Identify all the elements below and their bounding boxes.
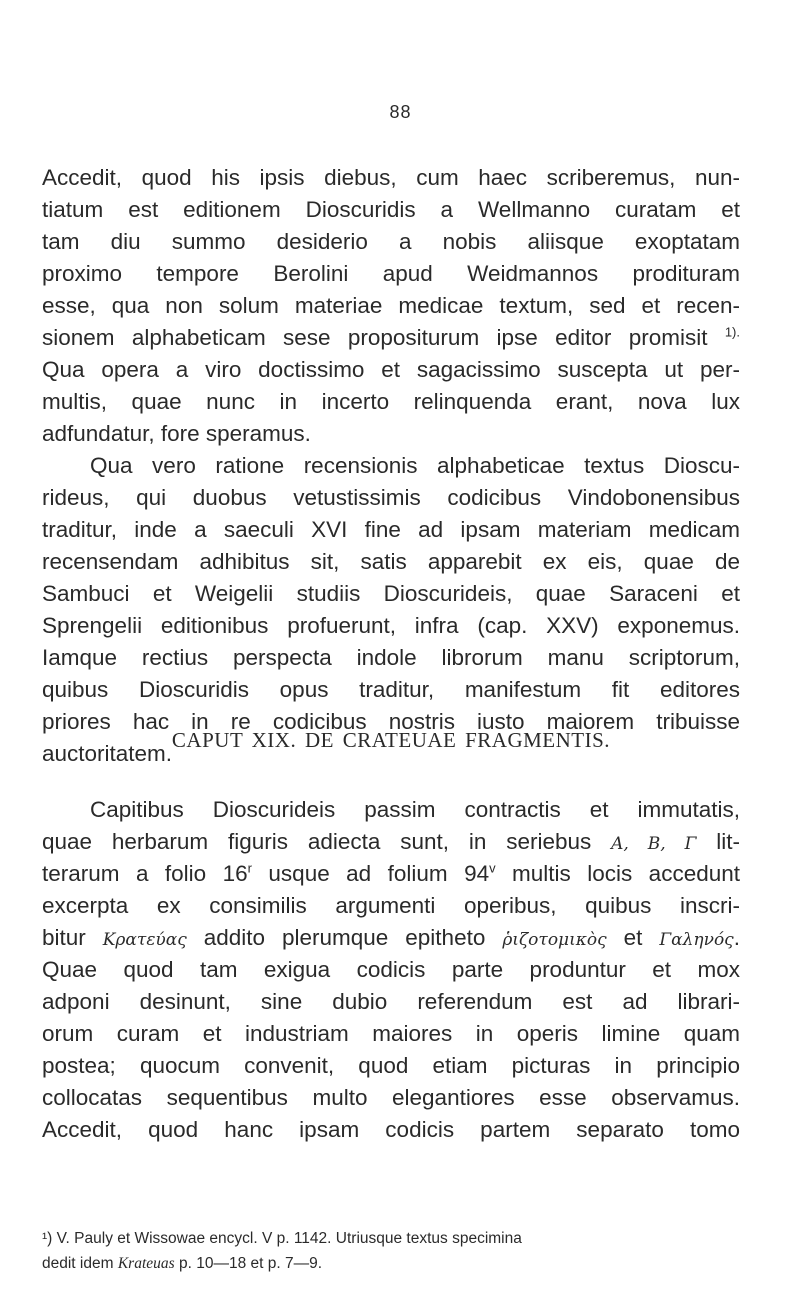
text-line: Sprengelii editionibus profuerunt, infra (cap. XXV) exponemus.: [42, 613, 740, 638]
footnote: [42, 1226, 740, 1276]
text-segment: quae herbarum figuris adiecta sunt, in seriebus: [42, 829, 612, 854]
text-segment: multis locis accedunt: [495, 861, 740, 886]
text-line: [42, 858, 740, 890]
footnote-marker: ¹): [42, 1230, 53, 1247]
text-line: tam diu summo desiderio a nobis aliisque exoptatam: [42, 229, 740, 254]
page-number: 88: [389, 102, 412, 122]
text-line: esse, qua non solum materiae medicae textum, sed et recen-: [42, 293, 740, 318]
text-line: adponi desinunt, sine dubio referendum est ad librari-: [42, 989, 740, 1014]
footnote-text: dedit idem: [42, 1255, 118, 1272]
greek-term: ῥιζοτομικὸς: [502, 930, 607, 950]
text-line: quibus Dioscuridis opus traditur, manifestum fit editores: [42, 677, 740, 702]
verso-superscript: v: [489, 860, 496, 876]
text-line: Accedit, quod hanc ipsam codicis partem separato tomo: [42, 1117, 740, 1142]
text-segment: lit-: [696, 829, 740, 854]
text-line: priores hac in re codicibus nostris iusto maiorem tribuisse: [42, 709, 740, 734]
text-line: tiatum est editionem Dioscuridis a Wellmanno curatam et: [42, 197, 740, 222]
footnote-italic: Krateuas: [117, 1255, 175, 1272]
text-line: Quae quod tam exigua codicis parte produntur et mox: [42, 957, 740, 982]
text-segment: et: [606, 925, 660, 950]
greek-term: Κρατεύας: [102, 930, 187, 950]
text-line: [42, 322, 740, 354]
text-line: Sambuci et Weigelii studiis Dioscurideis, quae Saraceni et: [42, 581, 740, 606]
footnote-line: [42, 1251, 740, 1276]
text-line: Capitibus Dioscurideis passim contractis et immutatis,: [90, 797, 740, 822]
text-segment: addito plerumque epitheto: [186, 925, 503, 950]
text-line: proximo tempore Berolini apud Weidmannos prodituram: [42, 261, 740, 286]
footnote-line: [42, 1226, 740, 1251]
text-line: [42, 826, 740, 858]
text-line: Accedit, quod his ipsis diebus, cum haec scriberemus, nun-: [42, 165, 740, 190]
recto-superscript: r: [247, 860, 252, 876]
section-1-paragraphs: [42, 162, 740, 770]
text-line: multis, quae nunc in incerto relinquenda erant, nova lux: [42, 389, 740, 414]
series-letters: Α, Β, Γ: [611, 834, 697, 854]
text-line: recensendam adhibitus sit, satis apparebit ex eis, quae de: [42, 549, 740, 574]
text-segment: usque ad folium 94: [251, 861, 490, 886]
text-line: collocatas sequentibus multo elegantiores esse observamus.: [42, 1085, 740, 1110]
text-line: excerpta ex consimilis argumenti operibus, quibus inscri-: [42, 893, 740, 918]
chapter-heading-text: CAPUT XIX. DE CRATEUAE FRAGMENTIS.: [171, 728, 611, 752]
chapter-heading: [42, 728, 740, 753]
text-line: traditur, inde a saeculi XVI fine ad ipsam materiam medicam: [42, 517, 740, 542]
text-line: adfundatur, fore speramus.: [42, 421, 311, 446]
greek-term: Γαληνός: [659, 930, 734, 950]
text-line: [42, 922, 740, 954]
text-line: Qua opera a viro doctissimo et sagacissimo suscepta ut per-: [42, 357, 740, 382]
text-line: postea; quocum convenit, quod etiam picturas in principio: [42, 1053, 740, 1078]
section-2-paragraphs: [42, 794, 740, 1146]
footnote-text: V. Pauly et Wissowae encycl. V p. 1142. Utriusque textus specimina: [56, 1230, 522, 1247]
text-segment: .: [733, 925, 740, 950]
text-segment: terarum a folio 16: [42, 861, 248, 886]
text-line: auctoritatem.: [42, 741, 173, 766]
text-line: orum curam et industriam maiores in operis limine quam: [42, 1021, 740, 1046]
footnote-text: p. 10—18 et p. 7—9.: [174, 1255, 323, 1272]
text-segment: sionem alphabeticam sese propositurum ipse editor promisit: [42, 325, 708, 350]
text-line: rideus, qui duobus vetustissimis codicibus Vindobonensibus: [42, 485, 740, 510]
text-line: Qua vero ratione recensionis alphabeticae textus Dioscu-: [90, 453, 740, 478]
text-line: Iamque rectius perspecta indole librorum manu scriptorum,: [42, 645, 740, 670]
text-segment: bitur: [42, 925, 103, 950]
footnote-reference: 1).: [724, 324, 740, 340]
